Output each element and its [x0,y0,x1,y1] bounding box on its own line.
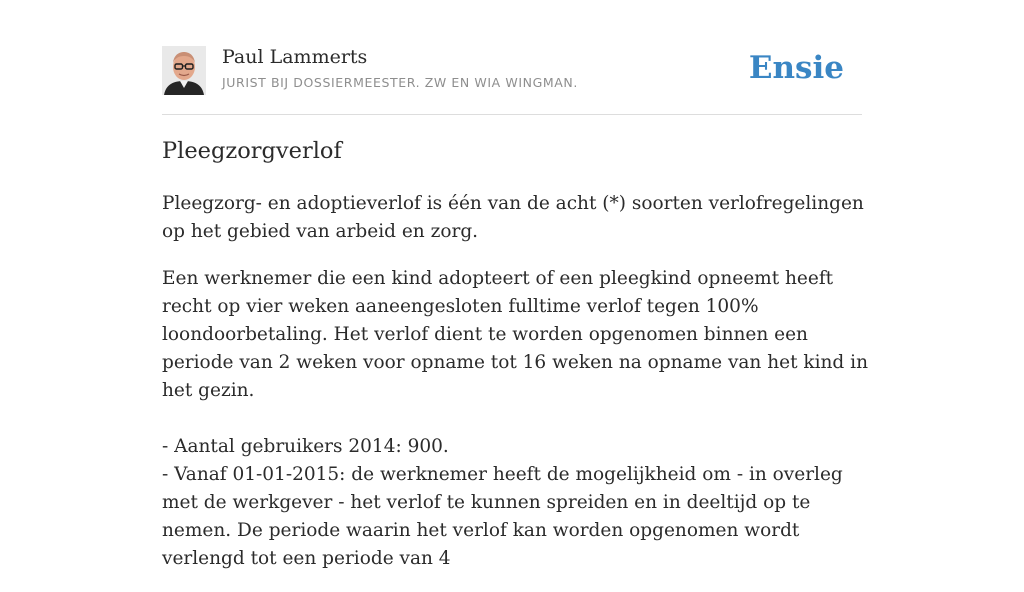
author-name[interactable]: Paul Lammerts [222,46,368,68]
author-bio: JURIST BIJ DOSSIERMEESTER. ZW EN WIA WINGMAN. [222,75,578,90]
header [162,44,862,115]
avatar[interactable] [162,46,206,95]
ensie-logo[interactable]: Ensie [748,50,844,86]
article-paragraph: Een werknemer die een kind adopteert of een pleegkind opneemt heeft recht op vier weken aaneengesloten fulltime verlof tegen 100% loondoorbetaling. Het verlof dient te worden opgenomen binnen een periode van 2 weken voor opname tot 16 weken na opname van het kind in het gezin. - Aantal gebruikers 2014: 900. - Vanaf 01-01-2015: de werknemer heeft de mogelijkheid om - in overleg met de werkgever - het verlof te kunnen spreiden en in deeltijd op te nemen. De periode waarin het verlof kan worden opgenomen wordt verlengd tot een periode van 4 [162,268,868,569]
article-paragraph: Pleegzorg- en adoptieverlof is één van de acht (*) soorten verlofregelingen op het gebied van arbeid en zorg. [162,193,864,242]
author-photo [162,46,206,95]
article-body [162,190,868,592]
article-title: Pleegzorgverlof [162,138,342,164]
